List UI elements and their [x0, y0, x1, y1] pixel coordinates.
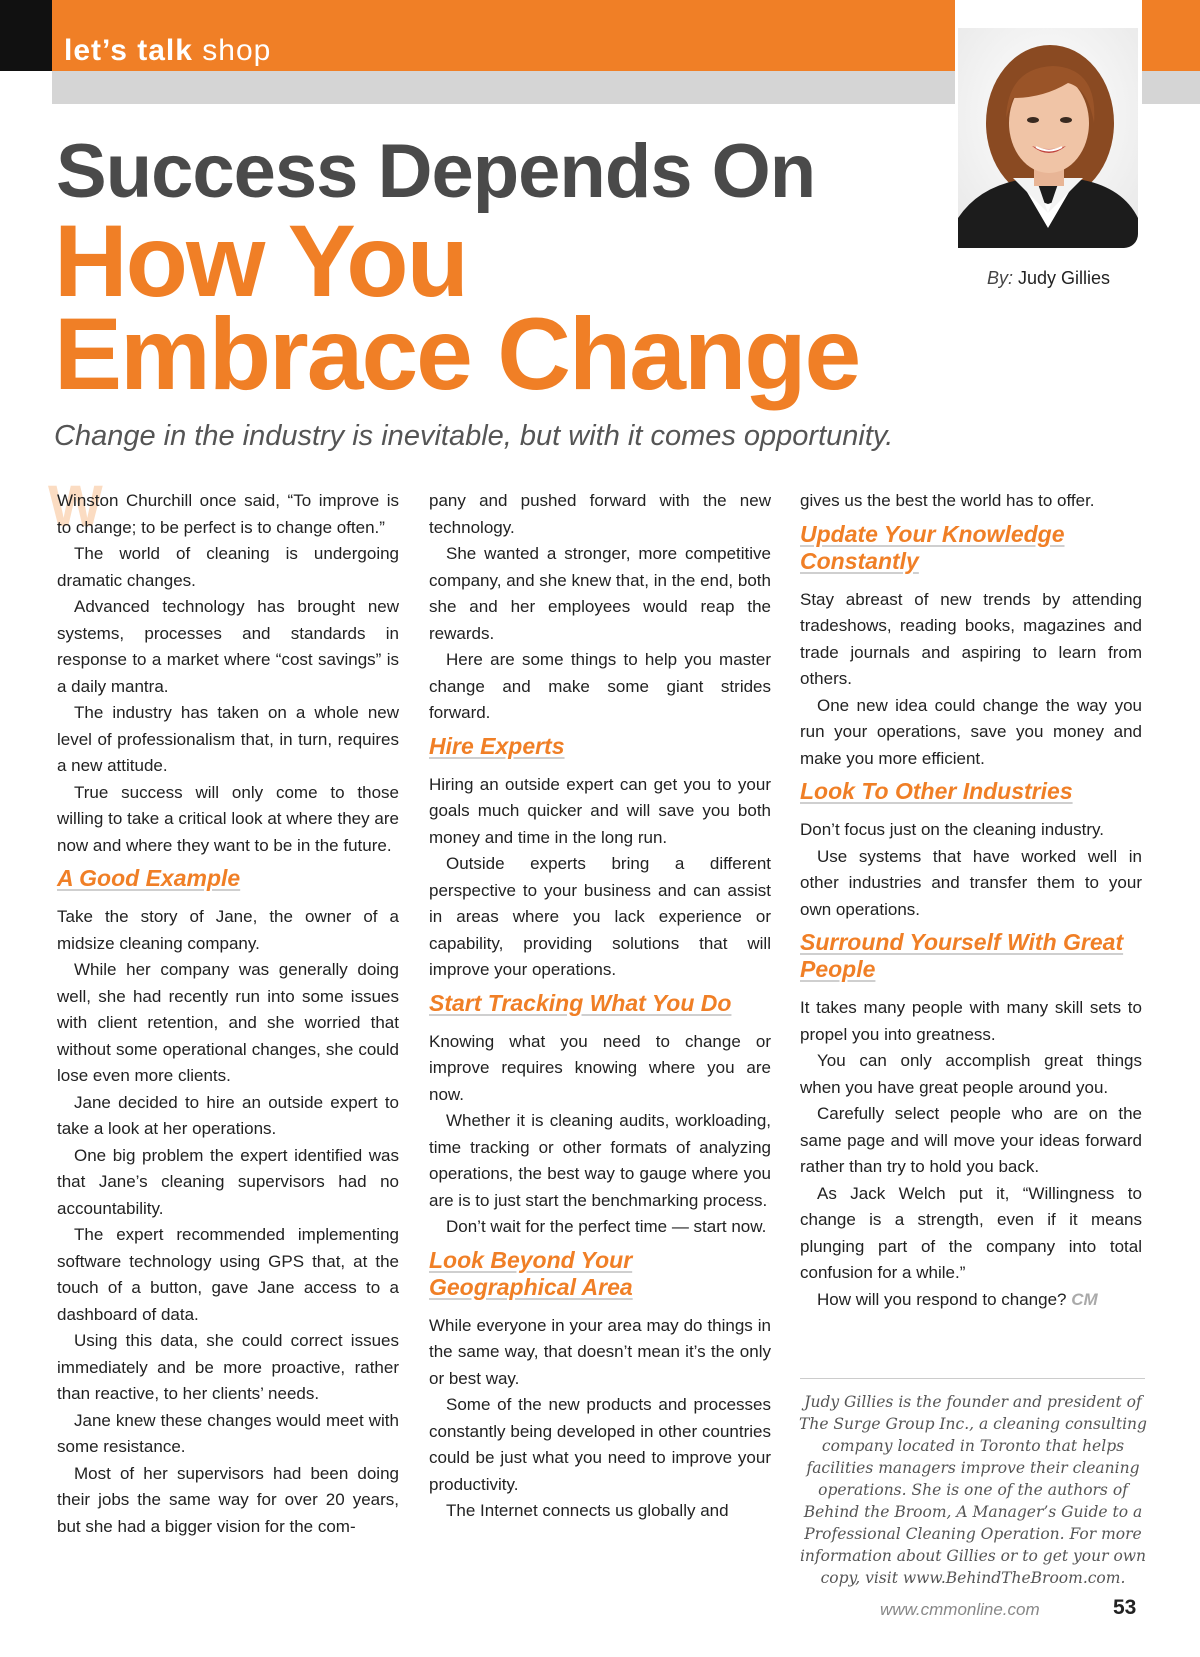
author-portrait-image [958, 28, 1138, 248]
paragraph: While her company was generally doing well, she had recently run into some issues with client retention, and she worried that without some operational changes, she could lose even more clients. [57, 960, 399, 1085]
paragraph: The expert recommended implementing software technology using GPS that, at the touch of a button, gave Jane access to a dashboard of data. [57, 1225, 399, 1324]
subheading-update-knowledge: Update Your Knowledge Constantly [800, 520, 1065, 574]
paragraph: pany and pushed forward with the new technology. [429, 491, 771, 537]
paragraph: Using this data, she could correct issues immediately and be more proactive, rather than reactive, to her clients’ needs. [57, 1331, 399, 1403]
paragraph: Advanced technology has brought new systems, processes and standards in response to a market where “cost savings” is a daily mantra. [57, 597, 399, 696]
paragraph: As Jack Welch put it, “Willingness to change is a strength, even if it means plunging part of the company into total confusion for a while.” [800, 1183, 1142, 1282]
footer-url: www.cmmonline.com [880, 1600, 1040, 1619]
paragraph: Jane decided to hire an outside expert to take a look at her operations. [57, 1092, 399, 1138]
paragraph: Don’t wait for the perfect time — start now. [446, 1217, 767, 1236]
closing-question: How will you respond to change? [817, 1289, 1067, 1309]
drop-cap: W [48, 474, 103, 539]
section-label-bold: let’s talk [64, 34, 193, 67]
column-2 [429, 488, 771, 1525]
bio-divider [800, 1378, 1145, 1379]
paragraph: While everyone in your area may do things in the same way, that doesn’t mean it’s the only or best way. [429, 1315, 771, 1388]
paragraph: Hiring an outside expert can get you to your goals much quicker and will save you both money and time in the long run. [429, 774, 771, 847]
paragraph: One new idea could change the way you run your operations, save you money and make you more efficient. [800, 695, 1142, 768]
signoff-mark: CM [1071, 1289, 1098, 1309]
paragraph: Winston Churchill once said, “To improve is to change; to be perfect is to change often.” [57, 491, 399, 537]
paragraph: The Internet connects us globally and [446, 1501, 729, 1520]
subheading-hire-experts: Hire Experts [429, 732, 565, 759]
deck-subtitle: Change in the industry is inevitable, but with it comes opportunity. [54, 420, 894, 452]
paragraph: True success will only come to those willing to take a critical look at where they are now and where they want to be in the future. [57, 782, 399, 855]
paragraph: Take the story of Jane, the owner of a midsize cleaning company. [57, 907, 399, 953]
paragraph-closing [800, 1287, 1142, 1314]
paragraph: Stay abreast of new trends by attending tradeshows, reading books, magazines and trade journals and aspiring to learn from others. [800, 589, 1142, 688]
paragraph: Knowing what you need to change or improve requires knowing where you are now. [429, 1031, 771, 1104]
page-number: 53 [1113, 1596, 1137, 1619]
header-grey-strip-right [1142, 71, 1200, 104]
paragraph: It takes many people with many skill sets to propel you into greatness. [800, 998, 1142, 1044]
paragraph: Most of her supervisors had been doing their jobs the same way for over 20 years, but she had a bigger vision for the com- [57, 1463, 399, 1536]
paragraph: Use systems that have worked well in other industries and transfer them to your own operations. [800, 846, 1142, 919]
paragraph: The world of cleaning is undergoing dramatic changes. [57, 544, 399, 590]
paragraph: Carefully select people who are on the same page and will move your ideas forward rather than try to hold you back. [800, 1104, 1142, 1176]
author-bio: Judy Gillies is the founder and president of The Surge Group Inc., a cleaning consulting company located in Toronto that helps facilities managers improve their cleaning operations. She is one of the authors of Behind the Broom, A Manager’s Guide to a Professional Cleaning Operation. For more information about Gillies or to get your own copy, visit www.BehindTheBroom.com. [799, 1393, 1147, 1587]
paragraph: One big problem the expert identified was that Jane’s cleaning supervisors had no accountability. [57, 1145, 399, 1218]
paragraph: Whether it is cleaning audits, workloading, time tracking or other formats of analyzing operations, the best way to gauge where you are is to just start the benchmarking process. [429, 1111, 771, 1210]
subheading-great-people: Surround Yourself With Great People [800, 929, 1124, 982]
byline-prefix: By: [986, 268, 1013, 288]
title-line-3: Embrace Change [54, 297, 860, 411]
paragraph: The industry has taken on a whole new level of professionalism that, in turn, requires a new attitude. [57, 703, 399, 775]
column-3 [800, 488, 1142, 1313]
header-bar-right [1142, 0, 1200, 71]
paragraph: Don’t focus just on the cleaning industry. [800, 820, 1104, 839]
paragraph: You can only accomplish great things when you have great people around you. [800, 1051, 1142, 1097]
title-line-2: How You [54, 204, 467, 318]
byline-author: Judy Gillies [1018, 268, 1111, 288]
subheading-start-tracking: Start Tracking What You Do [429, 989, 732, 1016]
paragraph: Here are some things to help you master change and make some giant strides forward. [429, 650, 771, 722]
paragraph: She wanted a stronger, more competitive company, and she knew that, in the end, both she and her employees would reap the rewards. [429, 544, 771, 643]
paragraph: Jane knew these changes would meet with some resistance. [57, 1410, 399, 1456]
paragraph: gives us the best the world has to offer. [800, 491, 1095, 510]
title-line-1: Success Depends On [56, 129, 816, 214]
subheading-look-beyond: Look Beyond Your Geographical Area [429, 1246, 633, 1300]
section-label-light: shop [202, 34, 272, 67]
author-photo [958, 28, 1138, 248]
subheading-good-example: A Good Example [57, 865, 241, 891]
header-black-tab [0, 0, 52, 71]
paragraph: Some of the new products and processes constantly being developed in other countries could be just what you need to improve your productivity. [429, 1395, 771, 1494]
section-label [64, 36, 271, 66]
column-1 [57, 488, 399, 1540]
subheading-other-industries: Look To Other Industries [800, 778, 1073, 804]
header-grey-strip [52, 71, 955, 104]
paragraph: Outside experts bring a different perspective to your business and can assist in areas where you lack experience or capability, providing solutions that will improve your operations. [429, 854, 771, 979]
byline [955, 268, 1142, 289]
